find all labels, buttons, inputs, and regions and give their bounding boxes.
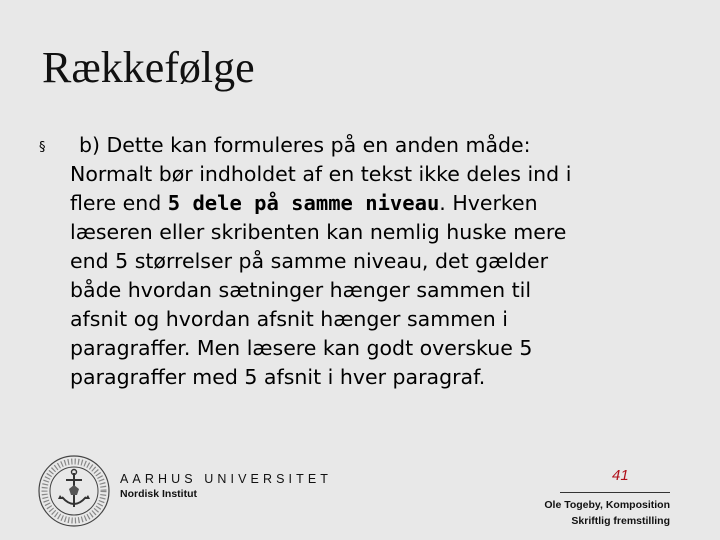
body-paragraph bbox=[70, 131, 690, 392]
emphasis-text: 5 dele på samme niveau bbox=[167, 191, 440, 215]
university-seal-icon bbox=[36, 453, 112, 529]
footer-divider bbox=[560, 492, 670, 493]
author-line: Ole Togeby, Komposition bbox=[544, 499, 670, 511]
slide-title: Rækkefølge bbox=[42, 43, 255, 92]
page-number: 41 bbox=[612, 467, 629, 484]
body-line: paragraffer med 5 afsnit i hver paragraf. bbox=[70, 365, 486, 389]
body-line: paragraffer. Men læsere kan godt overskue 5 bbox=[70, 336, 533, 360]
body-line: b) Dette kan formuleres på en anden måde: bbox=[79, 133, 531, 157]
body-line: afsnit og hvordan afsnit hænger sammen i bbox=[70, 307, 508, 331]
author-block bbox=[544, 497, 670, 529]
body-line: både hvordan sætninger hænger sammen til bbox=[70, 278, 532, 302]
bullet-marker: § bbox=[39, 140, 46, 155]
body-line: Normalt bør indholdet af en tekst ikke deles ind i bbox=[70, 162, 572, 186]
body-line: end 5 størrelser på samme niveau, det gælder bbox=[70, 249, 549, 273]
course-line: Skriftlig fremstilling bbox=[571, 515, 670, 527]
institute-name: Nordisk Institut bbox=[120, 488, 198, 500]
university-name: AARHUS UNIVERSITET bbox=[120, 472, 333, 486]
body-line: flere end 5 dele på samme niveau. Hverken bbox=[70, 191, 538, 215]
body-line: læseren eller skribenten kan nemlig huske mere bbox=[70, 220, 567, 244]
